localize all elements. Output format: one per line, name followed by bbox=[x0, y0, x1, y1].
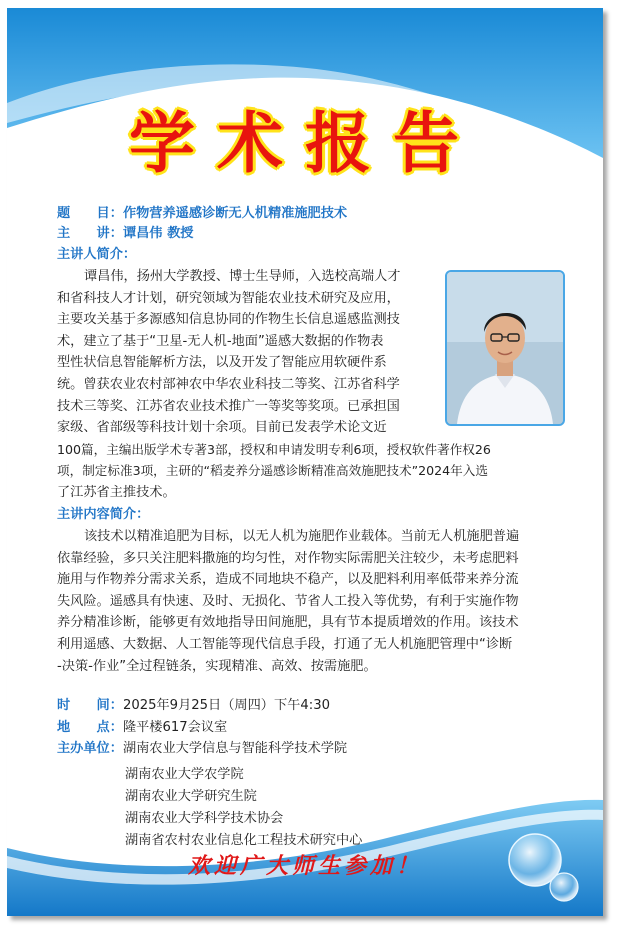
bio-line: 家级、省部级等科技计划十余项。目前已发表学术论文近 bbox=[57, 420, 387, 436]
content-heading-row bbox=[57, 505, 149, 525]
bio-heading: 主讲人简介： bbox=[57, 247, 137, 262]
speaker-row bbox=[57, 224, 193, 244]
welcome-slogan: 欢迎广大师生参加！ bbox=[187, 853, 422, 879]
page-title: 学术报告 bbox=[129, 104, 481, 182]
bio-line: 和省科技人才计划，研究领域为智能农业技术研究及应用， bbox=[57, 290, 400, 306]
topic-value: 作物营养遥感诊断无人机精准施肥技术 bbox=[122, 206, 348, 221]
host-org: 湖南农业大学科学技术协会 bbox=[125, 811, 284, 826]
speaker-label: 主 讲： bbox=[57, 226, 123, 241]
host-org: 湖南农业大学研究生院 bbox=[125, 789, 257, 804]
content-line: -决策-作业”全过程链条，实现精准、高效、按需施肥。 bbox=[57, 658, 377, 674]
content-line: 养分精准诊断，能够更有效地指导田间施肥，具有节本提质增效的作用。该技术 bbox=[57, 615, 519, 631]
bio-line: 谭昌伟，扬州大学教授、博士生导师，入选校高端人才 bbox=[84, 269, 401, 284]
speaker-portrait-image bbox=[447, 272, 563, 424]
content-line: 施用与作物养分需求关系，造成不同地块不稳产，以及肥料利用率低带来养分流 bbox=[57, 572, 519, 588]
content-line: 利用遥感、大数据、人工智能等现代信息手段，打通了无人机施肥管理中“诊断 bbox=[57, 636, 513, 652]
bio-line: 主要攻关基于多源感知信息协同的作物生长信息遥感监测技 bbox=[57, 312, 400, 328]
host-org: 湖南省农村农业信息化工程技术研究中心 bbox=[125, 833, 363, 848]
bio-line: 统。曾获农业农村部神农中华农业科技二等奖、江苏省科学 bbox=[57, 376, 400, 392]
host-label: 主办单位： bbox=[57, 741, 123, 756]
content-line: 失风险。遥感具有快速、及时、无损化、节省人工投入等优势，有利于实施作物 bbox=[57, 593, 519, 609]
host-row bbox=[57, 739, 347, 759]
place-value: 隆平楼617会议室 bbox=[122, 720, 228, 735]
place-row bbox=[57, 718, 227, 738]
content-line: 依靠经验，多只关注肥料撒施的均匀性，对作物实际需肥关注较少，未考虑肥料 bbox=[57, 550, 519, 566]
time-row bbox=[57, 696, 330, 716]
time-label: 时 间： bbox=[57, 698, 123, 713]
speaker-photo bbox=[445, 270, 565, 426]
time-value: 2025年9月25日（周四）下午4:30 bbox=[122, 698, 330, 713]
host-org: 湖南农业大学信息与智能科学技术学院 bbox=[122, 741, 348, 756]
poster bbox=[7, 8, 603, 916]
bio-line: 项，制定标准3项，主研的“稻麦养分遥感诊断精准高效施肥技术”2024年入选 bbox=[57, 463, 488, 479]
bio-heading-row bbox=[57, 245, 136, 265]
content-paragraph bbox=[57, 526, 519, 677]
host-org: 湖南农业大学农学院 bbox=[125, 767, 244, 782]
content-heading: 主讲内容简介： bbox=[57, 507, 150, 522]
bio-line: 了江苏省主推技术。 bbox=[57, 484, 176, 500]
topic-row bbox=[57, 204, 347, 224]
place-label: 地 点： bbox=[57, 720, 123, 735]
speaker-value: 谭昌伟 教授 bbox=[122, 226, 194, 241]
topic-label: 题 目： bbox=[57, 206, 123, 221]
bio-line: 技术三等奖、江苏省农业技术推广一等奖等奖项。已承担国 bbox=[57, 398, 400, 414]
content-line: 该技术以精准追肥为目标，以无人机为施肥作业载体。当前无人机施肥普遍 bbox=[84, 529, 520, 544]
bio-line: 型性状信息智能解析方法，以及开发了智能应用软硬件系 bbox=[57, 355, 387, 371]
bio-line: 术，建立了基于“卫星-无人机-地面”遥感大数据的作物表 bbox=[57, 333, 384, 349]
bio-paragraph bbox=[57, 266, 491, 504]
bio-line: 100篇，主编出版学术专著3部，授权和申请发明专利6项，授权软件著作权26 bbox=[57, 441, 491, 457]
